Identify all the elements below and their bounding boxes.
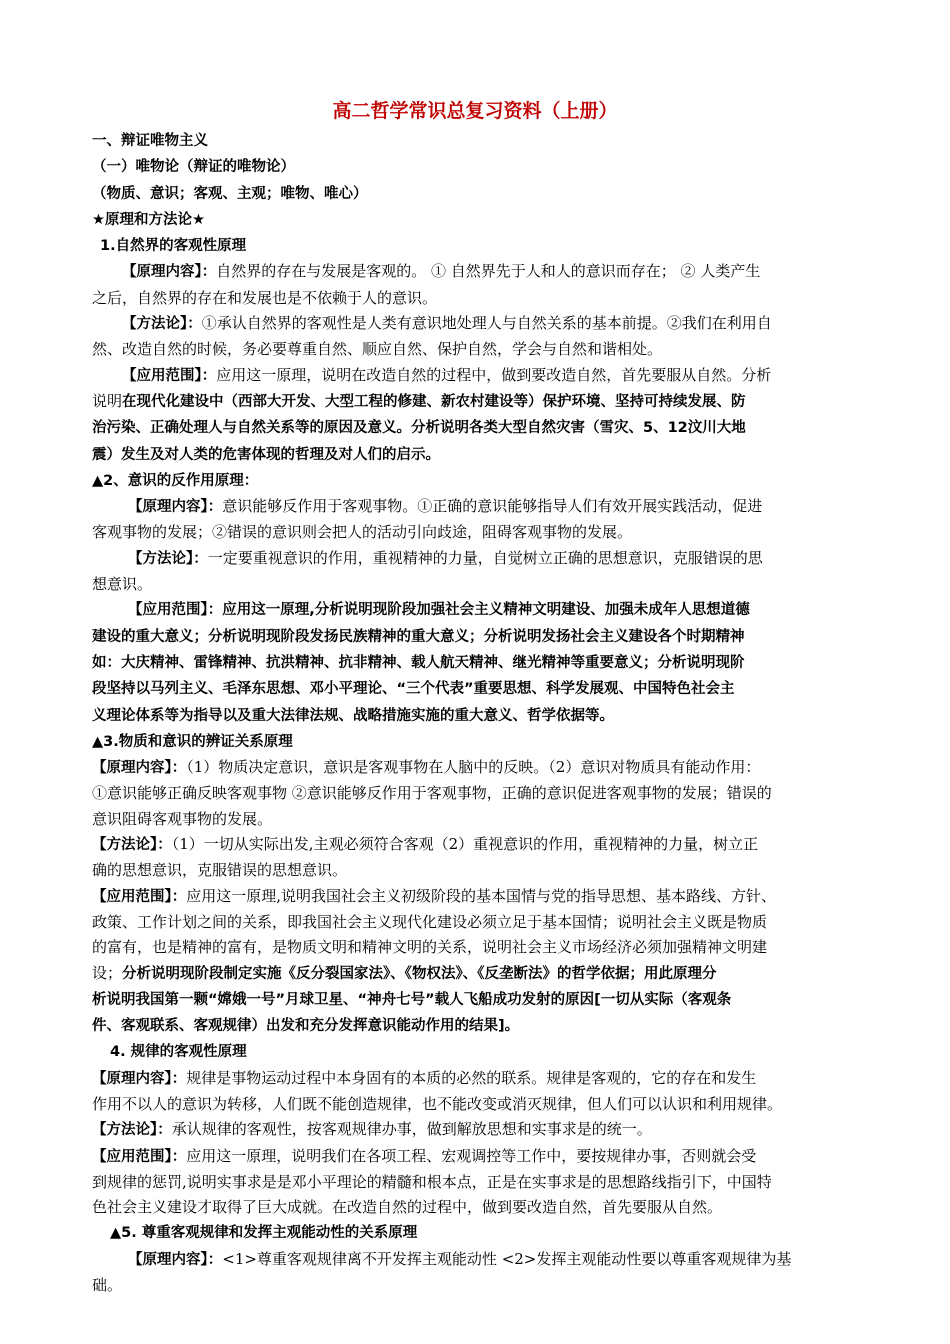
bold-text: ▲3.物质和意识的辨证关系原理 [92,733,293,750]
text-line [92,207,862,233]
bold-text: 建设的重大意义；分析说明现阶段发扬民族精神的重大意义；分析说明发扬社会主义建设各个时期精神 [92,628,745,645]
body-text: 应用这一原理，说明在改造自然的过程中，做到要改造自然，首先要服从自然。分析 [216,365,772,384]
bold-text: 一、辩证唯物主义 [92,133,208,149]
text-line [92,650,862,676]
document-title: 高二哲学常识总复习资料（上册） [332,100,618,122]
body-text: 作用不以人的意识为转移，人们既不能创造规律，也不能改变或消灭规律，但人们可以认识和利用规律。 [92,1094,783,1113]
body-text: （1）物质决定意识，意识是客观事物在人脑中的反映。（2）意识对物质具有能动作用： [186,758,761,777]
text-line [92,286,862,311]
body-text: 然、改造自然的时候，务必要尊重自然、顺应自然、保护自然，学会与自然和谐相处。 [92,340,663,359]
text-line [92,442,862,468]
body-text: 说明 [92,391,123,410]
body-text: （1）一切从实际出发,主观必须符合客观（2）重视意识的作用，重视精神的力量，树立正 [171,835,759,854]
text-line [92,910,862,935]
bold-text: 【原理内容】： [122,264,217,281]
bold-text: 分析说明现阶段制定实施《反分裂国家法》、《物权法》、《反垄断法》的哲学依据；用此原理分 [122,965,717,982]
bold-text: 【原理内容】： [92,1070,187,1087]
bold-text: 【原理内容】： [128,499,223,516]
bold-text: （一）唯物论（辩证的唯物论） [92,159,295,176]
text-line [92,494,862,520]
bold-text: 【应用范围】：应用这一原理,分析说明现阶段加强社会主义精神文明建设、加强未成年人思想道德 [128,602,750,619]
text-line [92,1195,862,1220]
text-line [92,1117,862,1143]
bold-text: 【方法论】： [122,316,202,333]
bold-text: 4. 规律的客观性原理 [110,1044,247,1061]
body-text: 一定要重视意识的作用，重视精神的力量，自觉树立正确的思想意识，克服错误的思 [207,548,763,567]
body-text: 客观事物的发展；②错误的意识则会把人的活动引向歧途，阻碍客观事物的发展。 [92,523,633,542]
text-line [92,389,862,415]
text-line [92,259,862,285]
text-line [92,363,862,389]
bold-text: 析说明我国第一颗“嫦娥一号”月球卫星、“神舟七号”载人飞船成功发射的原因[一切从实际（客观条 [92,991,732,1008]
text-line [92,858,862,883]
text-line [92,572,862,597]
bold-text: 【方法论】： [128,550,208,567]
document-body [92,128,862,1298]
bold-text: ▲5. 尊重客观规律和发挥主观能动性的关系原理 [110,1225,418,1242]
text-line [92,468,862,494]
text-line [92,597,862,623]
bold-text: 【原理内容】： [128,1251,223,1268]
bold-text: 治污染、正确处理人与自然关系等的原因及意义。分析说明各类大型自然灾害（雪灾、5、12汶川大地 [92,420,746,437]
text-line [92,128,862,154]
bold-text: 【方法论】： [92,1122,172,1139]
body-text: 应用这一原理,说明我国社会主义初级阶段的基本国情与党的指导思想、基本路线、方针、 [186,886,777,905]
bold-text: 在现代化建设中（西部大开发、大型工程的修建、新农村建设等）保护环境、坚持可持续发展、防 [122,393,746,410]
bold-text: 【应用范围】： [92,888,187,905]
text-line [92,233,862,259]
bold-text: （物质、意识；客观、主观；唯物、唯心） [92,185,368,202]
body-text: <1>尊重客观规律离不开发挥主观能动性 <2>发挥主观能动性要以尊重客观规律为基 [222,1249,792,1268]
body-text: 础。 [92,1276,123,1295]
text-line [92,781,862,806]
body-text: 色社会主义建设才取得了巨大成就。在改造自然的过程中，做到要改造自然，首先要服从自然。 [92,1198,723,1217]
text-line [92,832,862,858]
body-text: 规律是事物运动过程中本身固有的本质的必然的联系。规律是客观的，它的存在和发生 [186,1068,757,1087]
text-line [92,961,862,987]
bold-text: 震）发生及对人类的危害体现的哲理及对人们的启示。 [92,446,440,463]
text-line [92,311,862,337]
body-text: 确的思想意识，克服错误的思想意识。 [92,861,348,880]
body-text: 意识阻碍客观事物的发展。 [92,809,273,828]
text-line [92,1273,862,1298]
text-line [92,1247,862,1273]
text-line [92,987,862,1013]
bold-text: 义理论体系等为指导以及重大法律法规、战略措施实施的重大意义、哲学依据等。 [92,707,614,724]
body-text: 政策、工作计划之间的关系，即我国社会主义现代化建设必须立足于基本国情；说明社会主义既是物质 [92,912,768,931]
text-line [92,807,862,832]
bold-text: 【应用范围】： [122,367,217,384]
text-line [92,1170,862,1195]
body-text: 想意识。 [92,575,153,594]
text-line [92,676,862,702]
bold-text: ▲2、意识的反作用原理： [92,472,259,489]
body-text: 到规律的惩罚,说明实事求是是邓小平理论的精髓和根本点，正是在实事求是的思想路线指引下，中国特 [92,1172,772,1191]
body-text: 自然界的存在与发展是客观的。 ① 自然界先于人和人的意识而存在； ② 人类产生 [216,262,761,281]
body-text: ①意识能够正确反映客观事物 ②意识能够反作用于客观事物，正确的意识促进客观事物的发展；错误的 [92,784,772,803]
text-line [92,1066,862,1092]
bold-text: 【方法论】： [92,837,172,854]
text-line [92,755,862,781]
text-line [92,546,862,572]
bold-text: ★原理和方法论★ [92,211,205,228]
body-text: ①承认自然界的客观性是人类有意识地处理人与自然关系的基本前提。②我们在利用自 [201,314,772,333]
text-line [92,884,862,910]
body-text: 承认规律的客观性，按客观规律办事，做到解放思想和实事求是的统一。 [171,1120,652,1139]
bold-text: 【应用范围】： [92,1148,187,1165]
bold-text: 段坚持以马列主义、毛泽东思想、邓小平理论、“三个代表”重要思想、科学发展观、中国特色社会主 [92,681,735,698]
bold-text: 1.自然界的客观性原理 [100,238,247,255]
text-line [92,624,862,650]
text-line [92,935,862,960]
bold-text: 【原理内容】： [92,760,187,777]
text-line [92,1092,862,1117]
text-line [92,520,862,545]
text-line [92,1220,862,1246]
body-text: 设； [92,963,123,982]
text-line [92,729,862,755]
body-text: 之后，自然界的存在和发展也是不依赖于人的意识。 [92,288,438,307]
text-line [92,337,862,362]
bold-text: 件、客观联系、客观规律）出发和充分发挥意识能动作用的结果]。 [92,1018,520,1035]
body-text: 的富有，也是精神的富有，是物质文明和精神文明的关系，说明社会主义市场经济必须加强精神文明建 [92,938,768,957]
text-line [92,1039,862,1065]
body-text: 应用这一原理，说明我们在各项工程、宏观调控等工作中，要按规律办事，否则就会受 [186,1146,757,1165]
text-line [92,181,862,207]
bold-text: 如：大庆精神、雷锋精神、抗洪精神、抗非精神、载人航天精神、继光精神等重要意义；分析说明现阶 [92,654,745,671]
body-text: 意识能够反作用于客观事物。①正确的意识能够指导人们有效开展实践活动，促进 [222,497,763,516]
text-line [92,154,862,180]
text-line [92,1013,862,1039]
text-line [92,415,862,441]
text-line [92,1144,862,1170]
text-line [92,703,862,729]
